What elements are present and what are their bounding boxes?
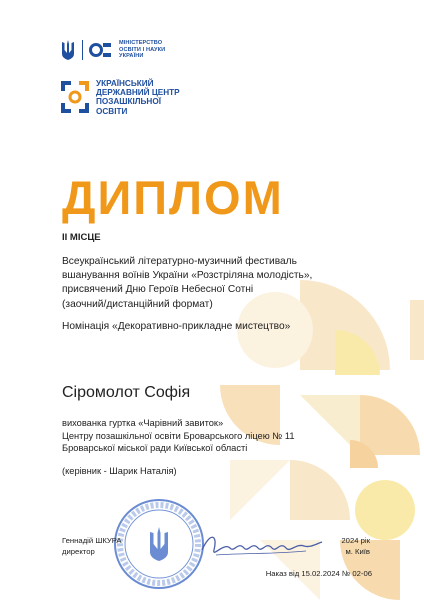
issue-details xyxy=(341,535,370,557)
official-stamp xyxy=(112,497,206,591)
organization xyxy=(62,417,372,455)
organization-line: вихованка гуртка «Чарівний завиток» xyxy=(62,418,224,428)
order-reference: Наказ від 15.02.2024 № 02-06 xyxy=(265,569,372,578)
diploma-title: ДИПЛОМ xyxy=(62,171,284,224)
trident-icon xyxy=(60,39,76,61)
festival-line: Всеукраїнський літературно-музичний фестиваль xyxy=(62,256,297,267)
logo-divider xyxy=(82,40,83,60)
center-logo xyxy=(60,79,180,116)
issue-city: м. Київ xyxy=(345,547,370,556)
recipient-name: Сіромолот Софія xyxy=(62,384,191,401)
festival-description xyxy=(62,255,382,312)
signatory-position: директор xyxy=(62,547,95,556)
ministry-name-line: МІНІСТЕРСТВО xyxy=(119,40,163,47)
issue-year: 2024 рік xyxy=(341,536,370,545)
center-name-line: ДЕРЖАВНИЙ ЦЕНТР xyxy=(96,88,180,98)
nomination: Номінація «Декоративно-прикладне мистецтво» xyxy=(62,321,291,332)
festival-line: (заочний/дистанційний формат) xyxy=(62,298,213,310)
organization-line: Центру позашкільної освіти Броварського ліцею № 11 xyxy=(62,430,295,441)
center-mark-icon xyxy=(60,80,90,114)
organization-line: Броварської міської ради Київської області xyxy=(62,443,248,454)
ministry-mark-icon xyxy=(89,39,113,61)
center-name-line: ПОЗАШКІЛЬНОЇ xyxy=(96,97,161,107)
center-name xyxy=(96,79,180,116)
signature xyxy=(196,528,324,562)
ministry-name-line: УКРАЇНИ xyxy=(119,53,144,60)
center-name-line: УКРАЇНСЬКИЙ xyxy=(96,79,154,88)
ministry-logo xyxy=(60,39,165,61)
signatory-name: Геннадій ШКУРА xyxy=(62,536,122,545)
festival-line: вшанування воїнів України «Розстріляна молодість», xyxy=(62,270,313,282)
center-name-line: ОСВІТИ xyxy=(96,106,128,116)
ministry-name xyxy=(119,40,165,60)
ministry-name-line: ОСВІТИ І НАУКИ xyxy=(119,46,166,53)
supervisor: (керівник - Шарик Наталія) xyxy=(62,466,177,476)
signatory xyxy=(62,535,122,557)
award-place: ІІ МІСЦЕ xyxy=(62,232,101,243)
festival-line: присвячений Дню Героїв Небесної Сотні xyxy=(62,284,254,296)
